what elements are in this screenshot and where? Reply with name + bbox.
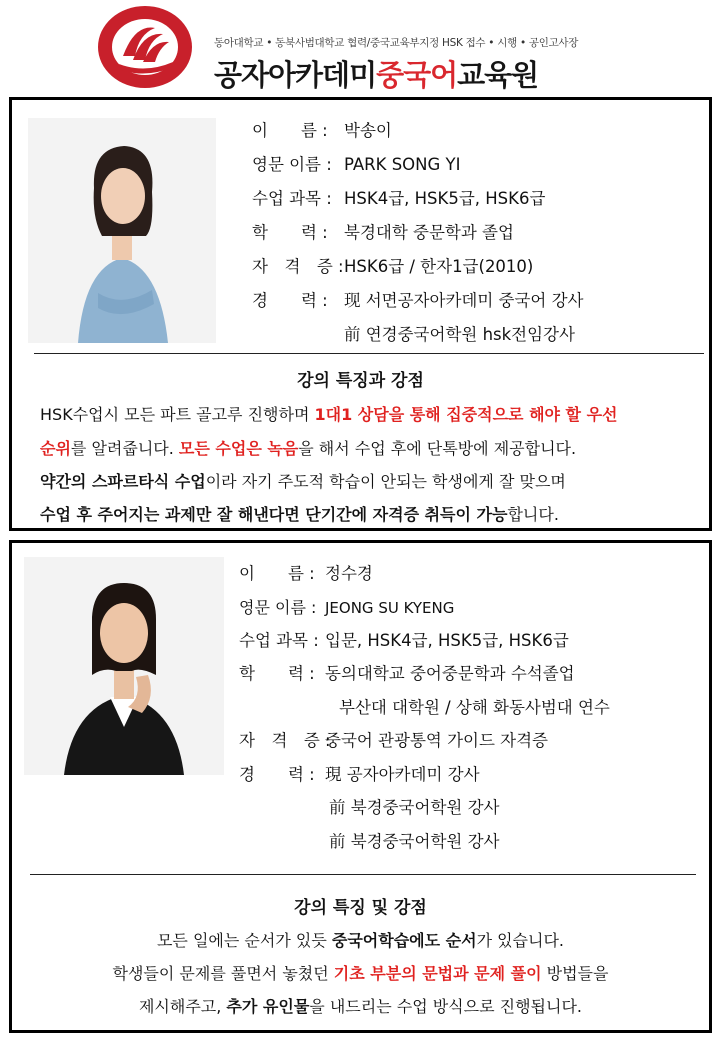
label-education: 학 력 : [252,223,328,242]
teacher-english-name: PARK SONG YI [344,155,461,174]
label-subjects: 수업 과목 : [239,631,319,650]
label-certificates: 자 격 증 : [252,257,344,276]
text-bold: 중국어학습에도 순서 [331,931,477,950]
teacher-card-2 [9,540,712,1033]
text-bold: 수업 후 주어지는 과제만 잘 해낸다면 단기간에 자격증 취득이 가능 [40,505,508,524]
label-education: 학 력 : [239,664,315,683]
label-certificates: 자 격 증 : [239,731,331,750]
divider [30,874,696,875]
teacher-english-name: JEONG SU KYENG [325,599,455,617]
features-title: 강의 특징과 강점 [297,371,424,391]
text-plain: HSK수업시 모든 파트 골고루 진행하며 [40,405,315,424]
text-highlight: 순위 [40,439,71,458]
features-line-2 [40,436,576,459]
brand-suffix: 교육원 [457,58,539,92]
teacher-career-2: 前 북경중국어학원 강사 [329,798,500,817]
label-career: 경 력 : [252,291,328,310]
label-name: 이 름 : [252,121,328,140]
label-name: 이 름 : [239,564,315,583]
text-plain: 제시해주고, [138,997,227,1016]
text-highlight: 모든 수업은 녹음 [178,439,299,458]
brand-red: 중국어 [376,58,458,92]
teacher-education-2: 부산대 대학원 / 상해 화동사범대 연수 [339,698,610,717]
header [0,0,720,92]
teacher-education-1: 동의대학교 중어중문학과 수석졸업 [325,664,575,683]
text-plain: 방법들을 [541,964,609,983]
teacher-certificates: HSK6급 / 한자1급(2010) [344,257,534,276]
teacher-info-1 [252,120,702,355]
features-line-3 [12,994,709,1017]
teacher-subjects: 입문, HSK4급, HSK5급, HSK6급 [325,631,569,650]
features-line-3 [40,469,566,492]
teacher-subjects: HSK4급, HSK5급, HSK6급 [344,189,546,208]
features-title: 강의 특징 및 강점 [294,898,427,918]
brand-prefix: 공자아카데미 [214,58,377,92]
teacher-photo-1 [28,118,216,343]
text-plain: 를 알려줍니다. [70,439,179,458]
text-highlight: 기초 부분의 문법과 문제 풀이 [333,964,542,983]
features-line-1 [12,928,709,951]
text-plain: 이라 자기 주도적 학습이 안되는 학생에게 잘 맞으며 [205,472,566,491]
label-english-name: 영문 이름 : [239,598,317,617]
teacher-card-1 [9,97,712,531]
teacher-career-3: 前 북경중국어학원 강사 [329,832,500,851]
text-plain: 모든 일에는 순서가 있듯 [156,931,332,950]
text-plain: 가 있습니다. [476,931,565,950]
text-highlight: 1대1 상담을 통해 집중적으로 해야 할 우선 [314,405,618,424]
label-career: 경 력 : [239,765,315,784]
text-plain: 합니다. [507,505,559,524]
text-plain: 을 내드리는 수업 방식으로 진행됩니다. [309,997,583,1016]
header-tagline: 동아대학교 • 동북사범대학교 협력/중국교육부지정 HSK 접수 • 시행 • 공인고사장 [214,37,579,49]
label-subjects: 수업 과목 : [252,189,332,208]
teacher-photo-2 [24,557,224,775]
divider [34,353,704,354]
features-line-4 [40,502,559,525]
teacher-career-1: 現 공자아카데미 강사 [325,765,480,784]
teacher-info-2 [239,563,704,863]
teacher-career-2: 前 연경중국어학원 hsk전임강사 [344,325,575,344]
teacher-name: 박송이 [344,121,392,140]
features-line-2 [12,961,709,984]
teacher-career-1: 现 서면공자아카데미 중국어 강사 [344,291,584,310]
text-plain: 을 해서 수업 후에 단톡방에 제공합니다. [298,439,577,458]
text-bold: 추가 유인물 [226,997,310,1016]
features-line-1 [40,402,617,425]
text-bold: 약간의 스파르타식 수업 [40,472,206,491]
text-plain: 학생들이 문제를 풀면서 놓쳤던 [112,964,334,983]
confucius-institute-logo [95,4,195,90]
teacher-name: 정수경 [325,564,373,583]
teacher-certificates: 중국어 관광통역 가이드 자격증 [325,731,548,750]
label-english-name: 영문 이름 : [252,155,332,174]
brand-title [214,53,538,94]
teacher-education: 북경대학 중문학과 졸업 [344,223,514,242]
